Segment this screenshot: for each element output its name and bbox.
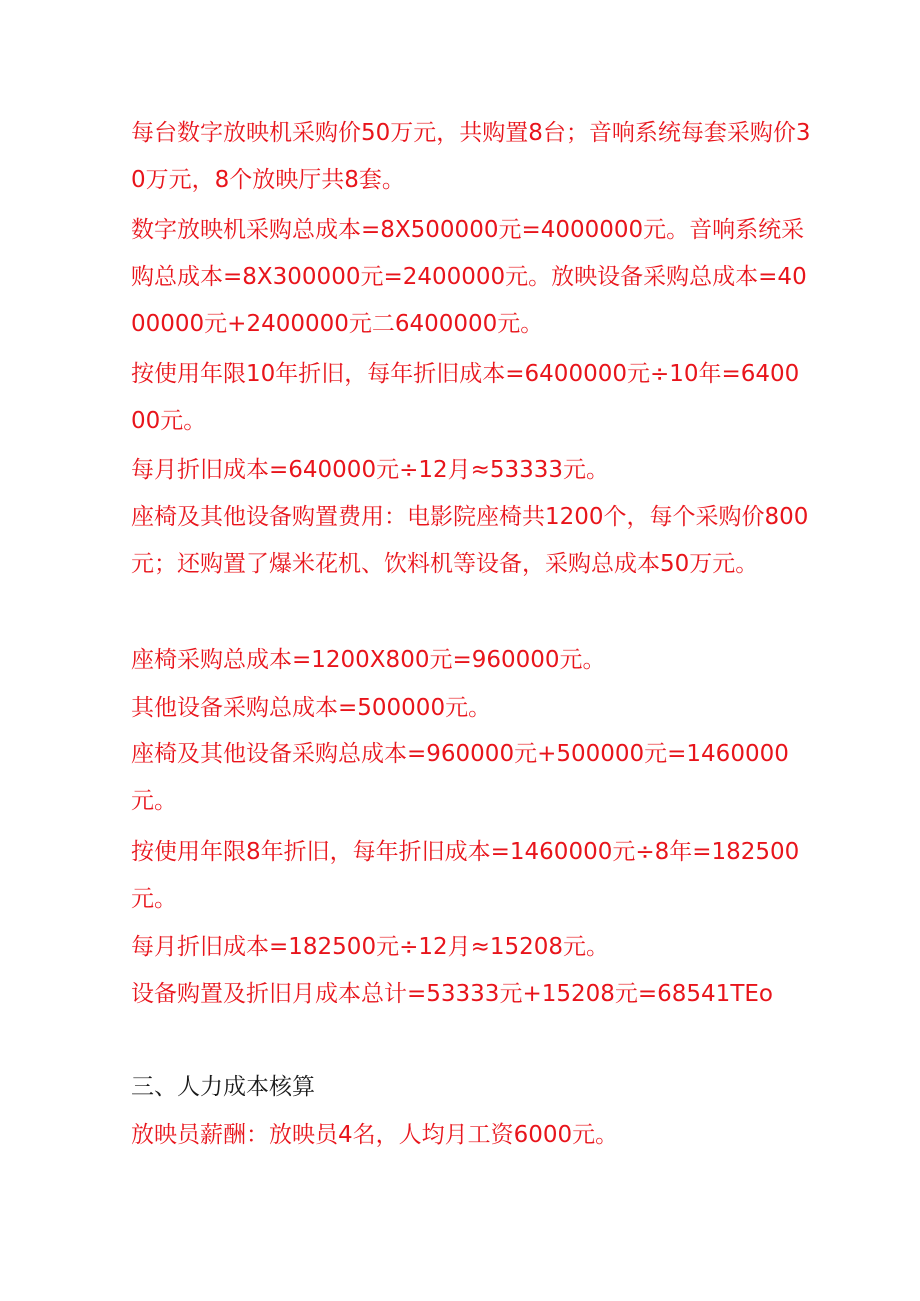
paragraph-seats-equipment-purchase: 座椅及其他设备购置费用：电影院座椅共1200个，每个采购价800元；还购置了爆米花机、饮料机等设备，采购总成本50万元。 <box>131 504 809 577</box>
paragraph-projection-monthly-depreciation: 每月折旧成本=640000元÷12月≈53333元。 <box>131 457 610 483</box>
paragraph-seats-cost: 座椅采购总成本=1200X800元=960000元。 <box>131 647 606 673</box>
paragraph-projection-equipment-cost: 数字放映机采购总成本=8X500000元=4000000元。音响系统采购总成本=8X300000元=2400000元。放映设备采购总成本=4000000元+2400000元二6400000元。 <box>131 217 807 337</box>
paragraph-projector-price: 每台数字放映机采购价50万元，共购置8台；音响系统每套采购价30万元，8个放映厅共8套。 <box>131 120 811 193</box>
paragraph-projectionist-salary: 放映员薪酬：放映员4名，人均月工资6000元。 <box>131 1122 619 1148</box>
paragraph-projection-annual-depreciation: 按使用年限10年折旧，每年折旧成本=6400000元÷10年=640000元。 <box>131 361 800 434</box>
paragraph-equipment-monthly-total: 设备购置及折旧月成本总计=53333元+15208元=68541TEo <box>131 981 773 1007</box>
paragraph-seats-monthly-depreciation: 每月折旧成本=182500元÷12月≈15208元。 <box>131 934 610 960</box>
section-heading-labor-cost: 三、人力成本核算 <box>131 1074 315 1100</box>
paragraph-seats-other-total-cost: 座椅及其他设备采购总成本=960000元+500000元=1460000元。 <box>131 741 789 814</box>
paragraph-other-equipment-cost: 其他设备采购总成本=500000元。 <box>131 695 492 721</box>
paragraph-seats-annual-depreciation: 按使用年限8年折旧，每年折旧成本=1460000元÷8年=182500元。 <box>131 839 800 912</box>
